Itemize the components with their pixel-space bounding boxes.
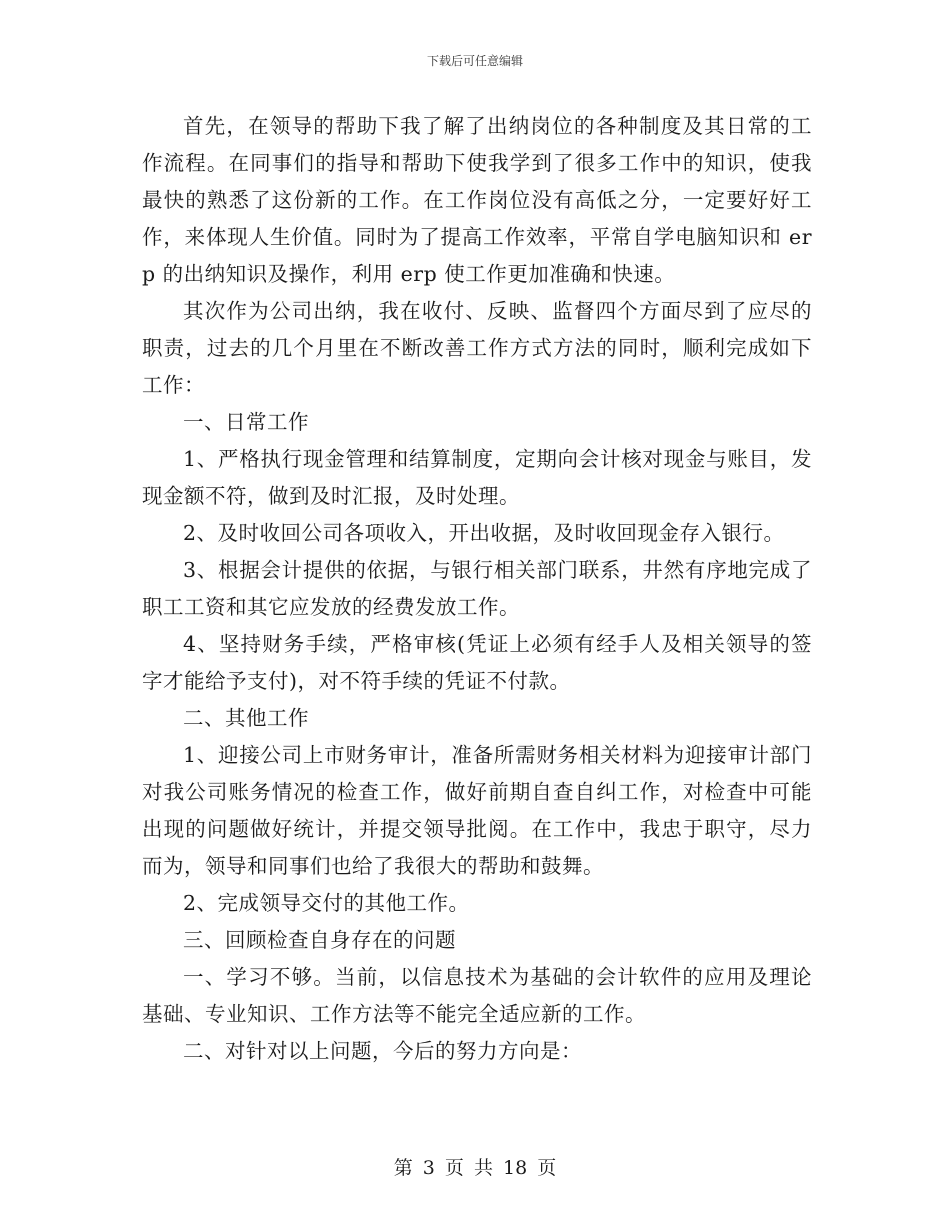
section-heading-other-work: 二、其他工作 bbox=[183, 706, 309, 730]
list-item-review-2: 二、对针对以上问题，今后的努力方向是： bbox=[183, 1039, 582, 1063]
page-header: 下载后可任意编辑 bbox=[426, 54, 523, 68]
list-item-review-1: 一、学习不够。当前，以信息技术为基础的会计软件的应用及理论基础、专业知识、工作方法等不能完全适应新的工作。 bbox=[142, 965, 812, 1026]
section-heading-review: 三、回顾检查自身存在的问题 bbox=[183, 928, 456, 952]
paragraph-duties: 其次作为公司出纳，我在收付、反映、监督四个方面尽到了应尽的职责，过去的几个月里在不断改善工作方式方法的同时，顺利完成如下工作： bbox=[142, 299, 812, 397]
list-item-daily-1: 1、严格执行现金管理和结算制度，定期向会计核对现金与账目，发现金额不符，做到及时汇报，及时处理。 bbox=[142, 447, 812, 508]
list-item-daily-3: 3、根据会计提供的依据，与银行相关部门联系，井然有序地完成了职工工资和其它应发放的经费发放工作。 bbox=[142, 558, 812, 619]
page-number: 第 3 页 共 18 页 bbox=[393, 1157, 557, 1179]
list-item-daily-2: 2、及时收回公司各项收入，开出收据，及时收回现金存入银行。 bbox=[183, 521, 785, 545]
list-item-other-2: 2、完成领导交付的其他工作。 bbox=[183, 891, 470, 915]
list-item-daily-4: 4、坚持财务手续，严格审核(凭证上必须有经手人及相关领导的签字才能给予支付)，对不符手续的凭证不付款。 bbox=[142, 632, 812, 693]
document-body bbox=[142, 108, 812, 1070]
section-heading-daily-work: 一、日常工作 bbox=[183, 410, 309, 434]
list-item-other-1: 1、迎接公司上市财务审计，准备所需财务相关材料为迎接审计部门对我公司账务情况的检查工作，做好前期自查自纠工作，对检查中可能出现的问题做好统计，并提交领导批阅。在工作中，我忠于职守，尽力而为，领导和同事们也给了我很大的帮助和鼓舞。 bbox=[142, 743, 812, 878]
paragraph-intro: 首先，在领导的帮助下我了解了出纳岗位的各种制度及其日常的工作流程。在同事们的指导和帮助下使我学到了很多工作中的知识，使我最快的熟悉了这份新的工作。在工作岗位没有高低之分，一定要好好工作，来体现人生价值。同时为了提高工作效率，平常自学电脑知识和 erp 的出纳知识及操作，利用 erp 使工作更加准确和快速。 bbox=[142, 114, 812, 286]
